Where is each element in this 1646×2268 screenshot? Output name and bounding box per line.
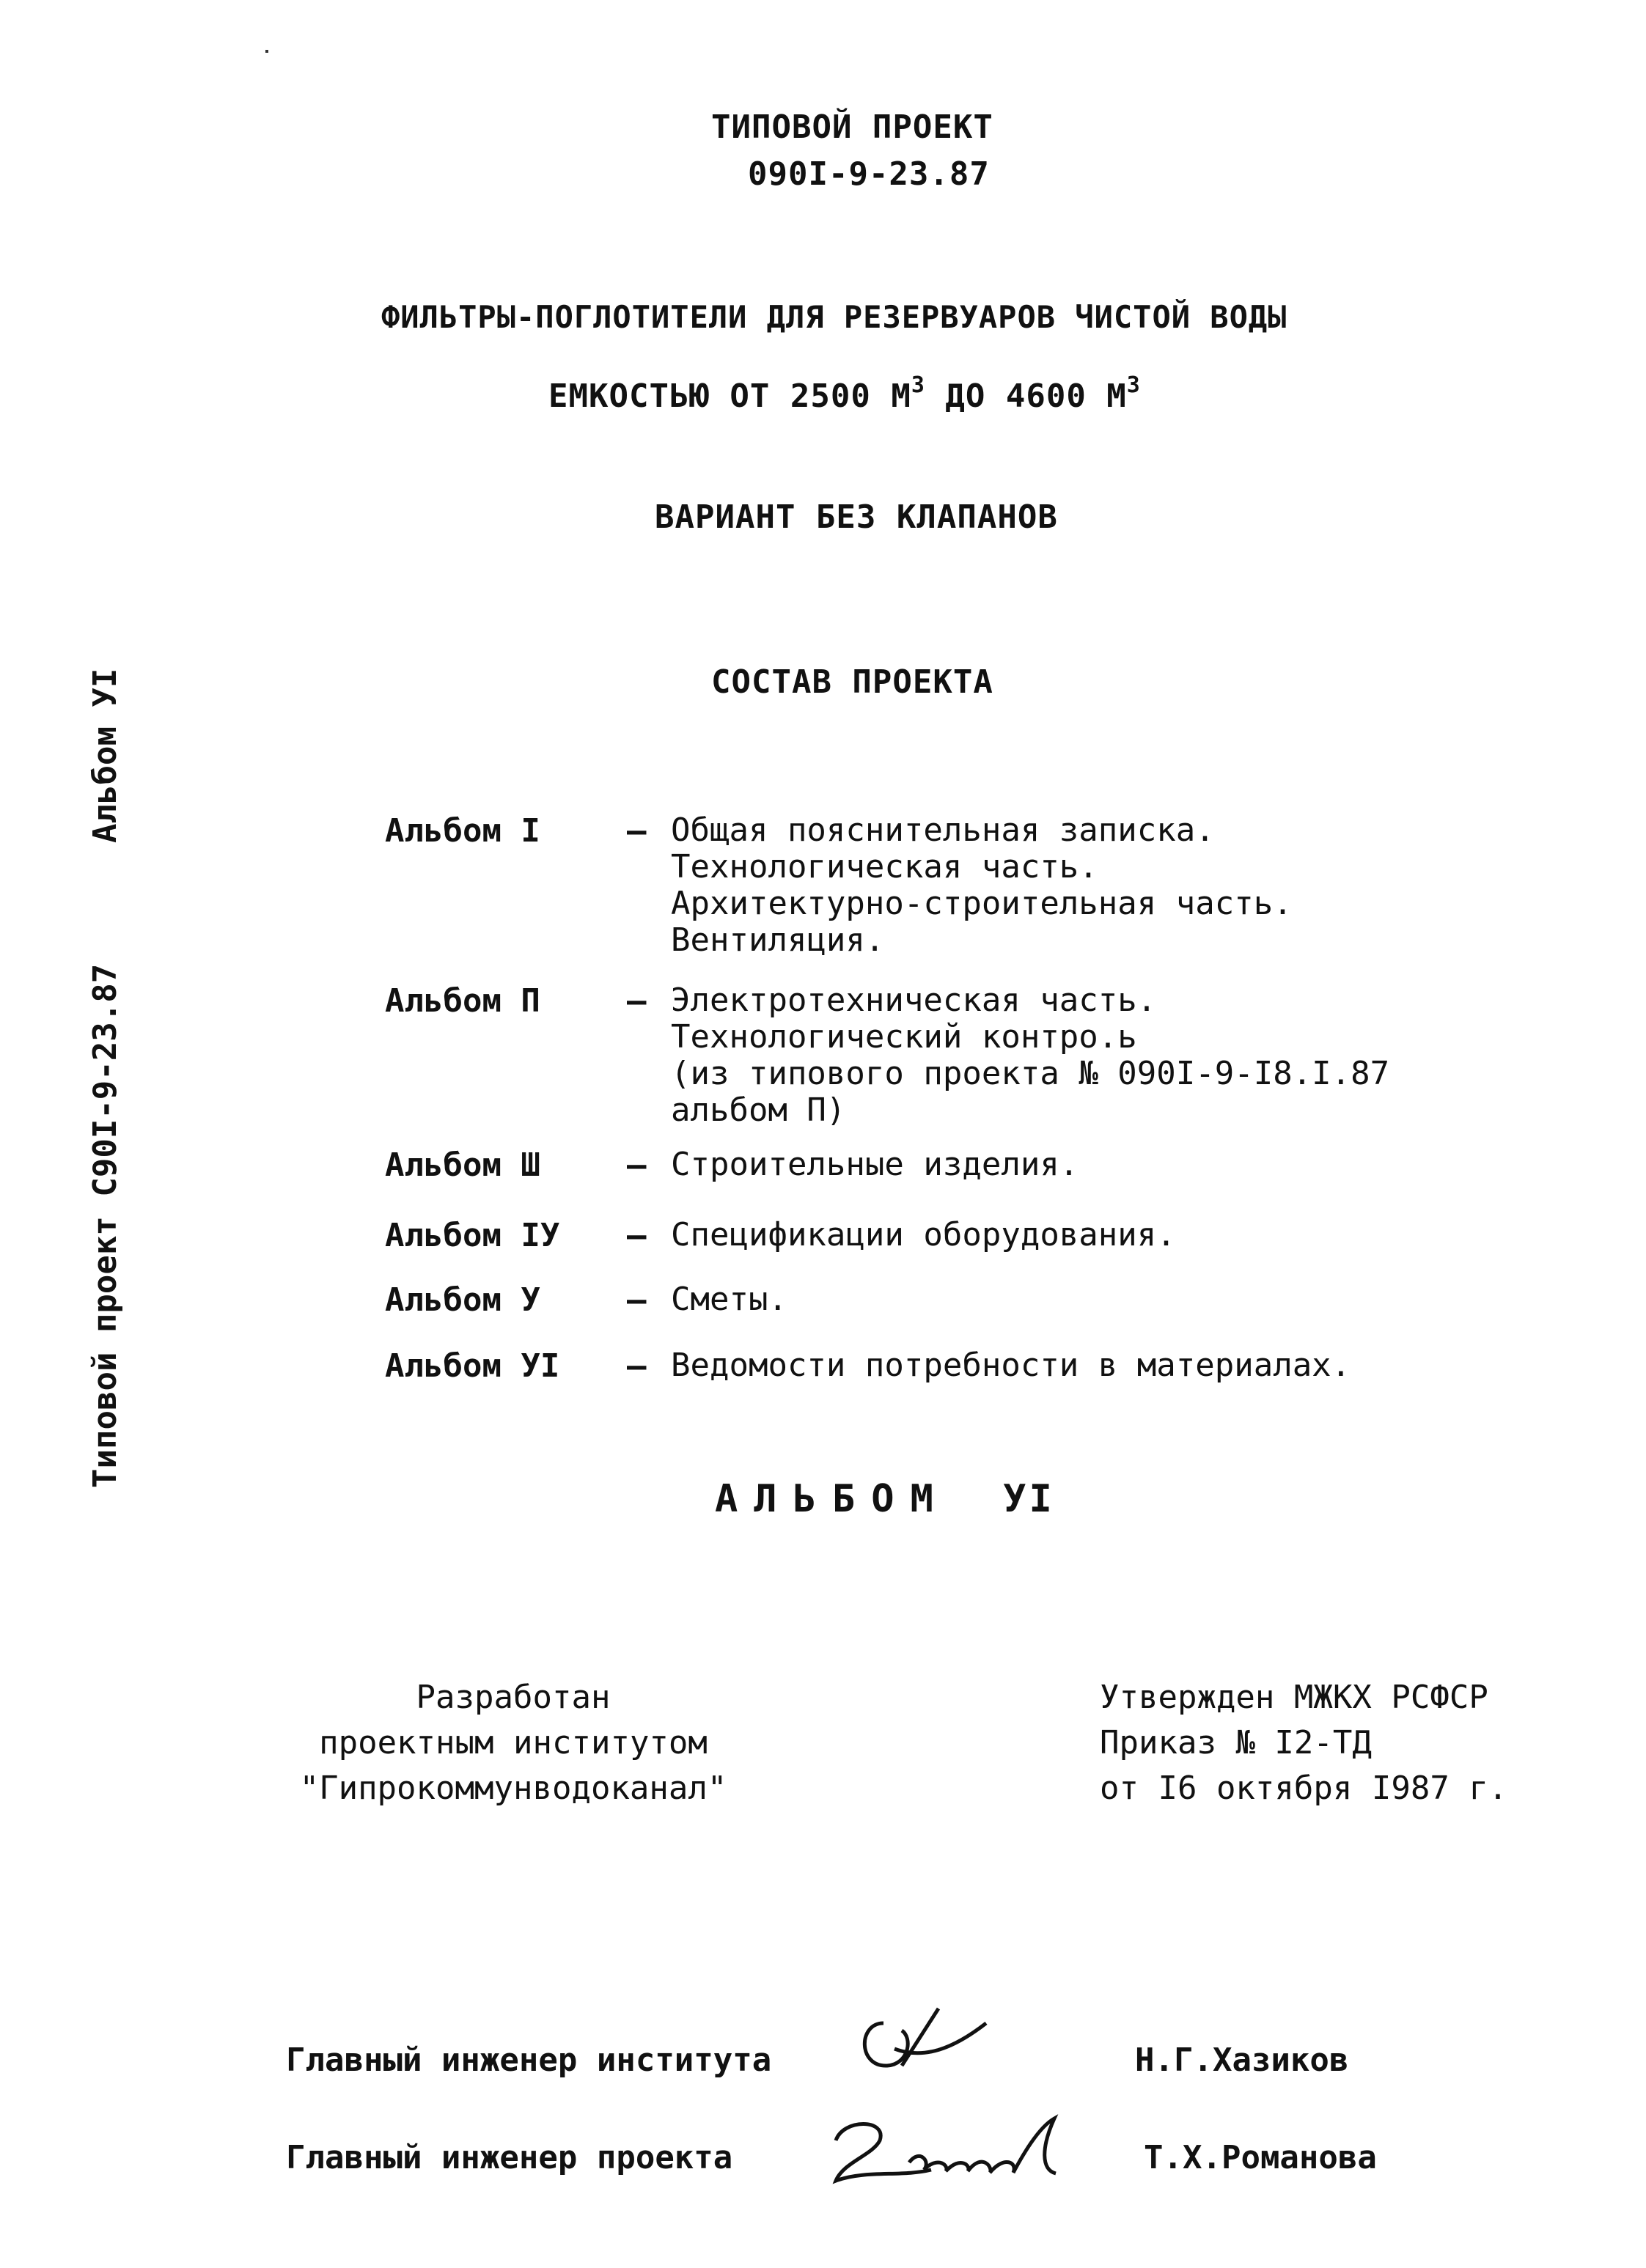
signature-role-2: Главный инженер проекта bbox=[286, 2139, 733, 2176]
album-line: Вентиляция. bbox=[671, 921, 885, 959]
subtitle-sup-1: 3 bbox=[911, 372, 925, 398]
developed-line: проектным институтом bbox=[319, 1724, 708, 1761]
album-dash: – bbox=[627, 812, 647, 850]
album-line: альбом П) bbox=[671, 1091, 846, 1129]
album-dash: – bbox=[627, 982, 647, 1020]
signature-name-2: Т.Х.Романова bbox=[1144, 2139, 1377, 2176]
album-line: Ведомости потребности в материалах. bbox=[671, 1347, 1351, 1384]
album-label: Альбом IУ bbox=[385, 1217, 560, 1254]
album-label: Альбом I bbox=[385, 812, 540, 850]
album-description bbox=[671, 1281, 787, 1318]
subtitle-prefix: ЕМКОСТЬЮ ОТ 2500 М bbox=[548, 378, 911, 415]
approved-line: Утвержден МЖКХ РСФСР bbox=[1100, 1679, 1488, 1716]
album-line: Спецификации оборудования. bbox=[671, 1216, 1176, 1253]
developed-line: Разработан bbox=[416, 1679, 611, 1716]
handwritten-signature-1 bbox=[843, 1979, 1004, 2089]
sidebar-album-text: Альбом УI bbox=[87, 668, 124, 843]
subtitle-sup-2: 3 bbox=[1126, 372, 1141, 398]
album-dash: – bbox=[627, 1281, 647, 1319]
project-number: 090I-9-23.87 bbox=[748, 155, 990, 193]
album-label: Альбом У bbox=[385, 1281, 540, 1319]
album-line: Технологическая часть. bbox=[671, 848, 1098, 886]
album-description bbox=[671, 812, 1293, 959]
composition-heading: СОСТАВ ПРОЕКТА bbox=[711, 663, 993, 701]
album-dash: – bbox=[627, 1217, 647, 1254]
subtitle-mid: ДО 4600 М bbox=[925, 378, 1127, 415]
approved-line: от I6 октября I987 г. bbox=[1100, 1770, 1508, 1807]
album-description bbox=[671, 1146, 1079, 1183]
album-description bbox=[671, 982, 1389, 1129]
signature-role-1: Главный инженер института bbox=[286, 2041, 772, 2079]
sidebar-project-text: Типовой проект С90I-9-23.87 bbox=[87, 963, 124, 1488]
variant-label: ВАРИАНТ БЕЗ КЛАПАНОВ bbox=[655, 498, 1058, 536]
album-dash: – bbox=[627, 1347, 647, 1385]
album-description bbox=[671, 1347, 1351, 1384]
album-line: Электротехническая часть. bbox=[671, 982, 1157, 1019]
document-subtitle bbox=[548, 372, 1141, 415]
developed-line: "Гипрокоммунводоканал" bbox=[299, 1770, 727, 1807]
current-album-word: АЛЬБОМ bbox=[715, 1477, 949, 1521]
album-label: Альбом Ш bbox=[385, 1146, 540, 1184]
album-dash: – bbox=[627, 1146, 647, 1184]
album-label: Альбом УI bbox=[385, 1347, 560, 1385]
album-line: Общая пояснительная записка. bbox=[671, 811, 1215, 849]
scan-speck bbox=[265, 50, 268, 53]
album-line: Технологический контро.ь bbox=[671, 1018, 1137, 1056]
signature-name-1: Н.Г.Хазиков bbox=[1135, 2041, 1349, 2079]
project-type-label: ТИПОВОЙ ПРОЕКТ bbox=[711, 108, 993, 146]
current-album-number: УI bbox=[1003, 1477, 1055, 1521]
approved-line: Приказ № I2-ТД bbox=[1100, 1724, 1372, 1761]
handwritten-signature-2 bbox=[821, 2111, 1070, 2192]
album-line: Архитектурно-строительная часть. bbox=[671, 885, 1293, 922]
album-line: (из типового проекта № 090I-9-I8.I.87 bbox=[671, 1055, 1390, 1092]
developed-block bbox=[279, 1675, 748, 1811]
current-album-title bbox=[715, 1477, 1055, 1521]
album-line: Сметы. bbox=[671, 1281, 787, 1318]
album-description bbox=[671, 1217, 1176, 1253]
album-line: Строительные изделия. bbox=[671, 1146, 1079, 1183]
approved-block bbox=[1100, 1675, 1507, 1811]
document-title: ФИЛЬТРЫ-ПОГЛОТИТЕЛИ ДЛЯ РЕЗЕРВУАРОВ ЧИСТОЙ ВОДЫ bbox=[381, 299, 1287, 335]
album-label: Альбом П bbox=[385, 982, 540, 1020]
